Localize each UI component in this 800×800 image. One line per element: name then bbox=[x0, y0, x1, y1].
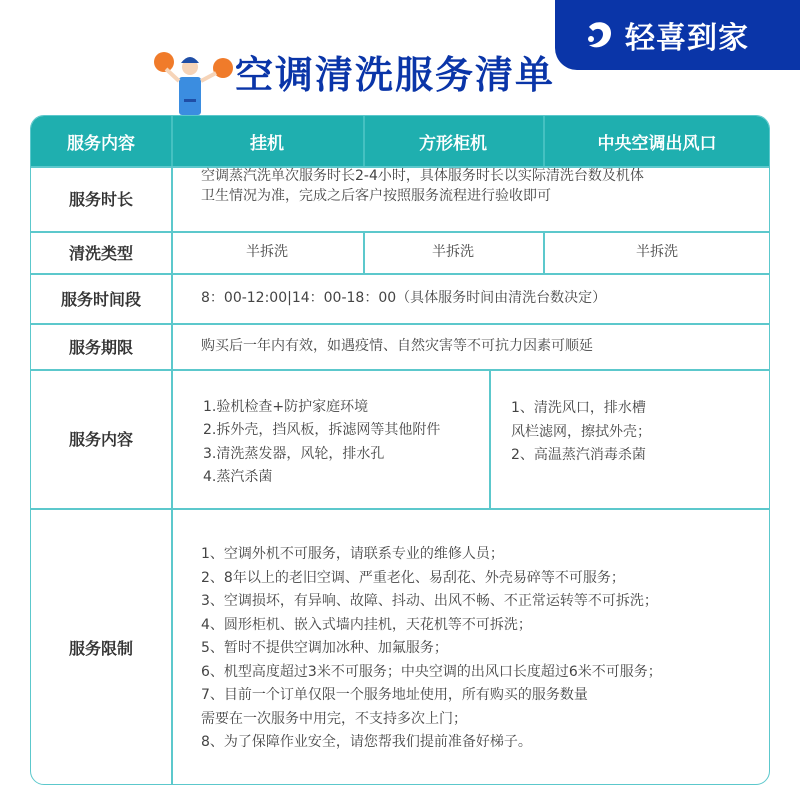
content-item: 1、清洗风口，排水槽 bbox=[511, 400, 646, 416]
header-wall-unit: 挂机 bbox=[250, 133, 284, 154]
duration-line: 空调蒸汽洗单次服务时长2-4小时，具体服务时长以实际清洗台数及机体 bbox=[201, 168, 644, 184]
content-right bbox=[489, 369, 770, 508]
type-cabinet: 半拆洗 bbox=[432, 244, 474, 260]
limits-list bbox=[171, 508, 770, 785]
limit-item: 2、8年以上的老旧空调、严重老化、易刮花、外壳易碎等不可服务； bbox=[201, 569, 625, 586]
row-label-content: 服务内容 bbox=[68, 430, 133, 449]
duration-line: 卫生情况为准，完成之后客户按照服务流程进行验收即可 bbox=[201, 188, 551, 204]
brand-name: 轻喜到家 bbox=[625, 21, 749, 56]
limit-item: 3、空调损坏，有异响、故障、抖动、出风不畅、不正常运转等不可拆洗； bbox=[201, 593, 658, 610]
row-label-duration: 服务时长 bbox=[68, 190, 133, 209]
type-wall: 半拆洗 bbox=[246, 244, 288, 260]
period-text: 8：00-12:00|14：00-18：00（具体服务时间由清洗台数决定） bbox=[201, 290, 607, 306]
limit-item: 1、空调外机不可服务，请联系专业的维修人员； bbox=[201, 546, 504, 563]
content-item: 1.验机检查+防护家庭环境 bbox=[203, 398, 369, 415]
header-service-content: 服务内容 bbox=[67, 133, 135, 154]
service-table bbox=[30, 115, 770, 785]
content-item: 2、高温蒸汽消毒杀菌 bbox=[511, 447, 646, 463]
validity-text: 购买后一年内有效，如遇疫情、自然灾害等不可抗力因素可顺延 bbox=[201, 338, 593, 354]
content-item: 4.蒸汽杀菌 bbox=[203, 469, 273, 485]
row-label-type: 清洗类型 bbox=[68, 243, 133, 263]
content-left bbox=[171, 369, 489, 508]
row-label-validity: 服务期限 bbox=[68, 337, 133, 357]
limit-item: 8、为了保障作业安全，请您帮我们提前准备好梯子。 bbox=[201, 734, 532, 751]
row-label-period: 服务时间段 bbox=[60, 289, 141, 309]
brand-logo-icon bbox=[581, 17, 617, 53]
header-central-vent: 中央空调出风口 bbox=[597, 133, 717, 154]
row-label-limits: 服务限制 bbox=[68, 638, 133, 658]
content-item: 风栏滤网，擦拭外壳； bbox=[511, 423, 651, 440]
brand-badge bbox=[555, 0, 800, 70]
content-item: 2.拆外壳，挡风板，拆滤网等其他附件 bbox=[203, 422, 441, 438]
duration-text bbox=[171, 166, 770, 231]
limit-item: 6、机型高度超过3米不可服务；中央空调的出风口长度超过6米不可服务； bbox=[201, 663, 662, 680]
type-central: 半拆洗 bbox=[636, 244, 678, 260]
header-cabinet-unit: 方形柜机 bbox=[419, 133, 487, 154]
limit-item: 4、圆形柜机、嵌入式墙内挂机，天花机等不可拆洗； bbox=[201, 616, 532, 633]
limit-item: 5、暂时不提供空调加冰种、加氟服务； bbox=[201, 640, 448, 657]
page-title: 空调清洗服务清单 bbox=[235, 53, 556, 97]
mascot-illustration bbox=[150, 45, 245, 115]
limit-item: 需要在一次服务中用完，不支持多次上门； bbox=[201, 710, 467, 727]
table-header bbox=[31, 116, 769, 166]
content-item: 3.清洗蒸发器，风轮，排水孔 bbox=[203, 445, 385, 462]
limit-item: 7、目前一个订单仅限一个服务地址使用，所有购买的服务数量 bbox=[201, 687, 588, 704]
